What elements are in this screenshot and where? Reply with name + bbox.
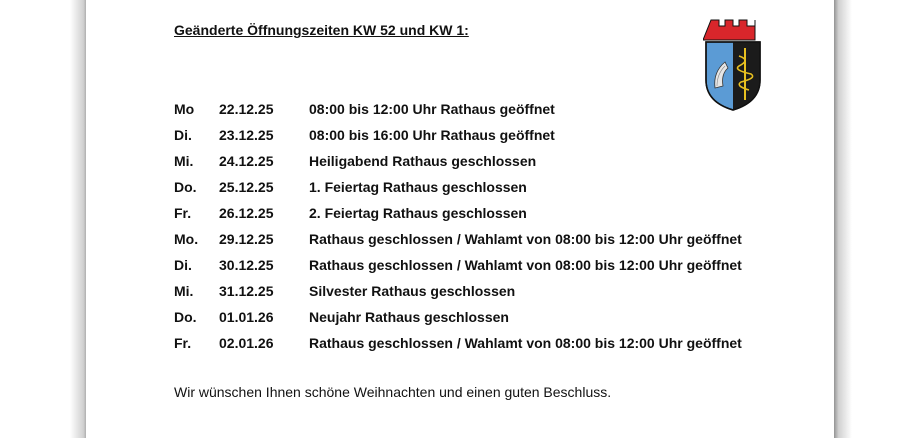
day-cell: Do. xyxy=(174,179,197,195)
page-shadow-right xyxy=(834,0,852,438)
page-title: Geänderte Öffnungszeiten KW 52 und KW 1: xyxy=(174,22,469,38)
table-row xyxy=(174,304,742,330)
day-cell: Mo xyxy=(174,101,195,117)
table-row xyxy=(174,226,742,252)
status-cell: Silvester Rathaus geschlossen xyxy=(309,283,516,299)
day-cell: Fr. xyxy=(174,205,192,221)
status-cell: Neujahr Rathaus geschlossen xyxy=(309,309,509,325)
table-row xyxy=(174,96,742,122)
date-cell: 30.12.25 xyxy=(219,257,274,273)
day-cell: Mi. xyxy=(174,153,194,169)
status-cell: 08:00 bis 16:00 Uhr Rathaus geöffnet xyxy=(309,127,555,143)
date-cell: 29.12.25 xyxy=(219,231,274,247)
status-cell: Rathaus geschlossen / Wahlamt von 08:00 bis 12:00 Uhr geöffnet xyxy=(309,231,742,247)
date-cell: 01.01.26 xyxy=(219,309,274,325)
status-cell: 1. Feiertag Rathaus geschlossen xyxy=(309,179,527,195)
date-cell: 23.12.25 xyxy=(219,127,274,143)
status-cell: 08:00 bis 12:00 Uhr Rathaus geöffnet xyxy=(309,101,555,117)
table-row xyxy=(174,252,742,278)
opening-hours-table xyxy=(174,96,742,356)
day-cell: Mi. xyxy=(174,283,194,299)
date-cell: 25.12.25 xyxy=(219,179,274,195)
date-cell: 24.12.25 xyxy=(219,153,274,169)
date-cell: 02.01.26 xyxy=(219,335,274,351)
status-cell: 2. Feiertag Rathaus geschlossen xyxy=(309,205,527,221)
day-cell: Do. xyxy=(174,309,197,325)
day-cell: Fr. xyxy=(174,335,192,351)
table-row xyxy=(174,278,742,304)
date-cell: 26.12.25 xyxy=(219,205,274,221)
day-cell: Mo. xyxy=(174,231,199,247)
day-cell: Di. xyxy=(174,127,192,143)
date-cell: 22.12.25 xyxy=(219,101,274,117)
table-row xyxy=(174,148,742,174)
document-page xyxy=(86,0,834,438)
status-cell: Rathaus geschlossen / Wahlamt von 08:00 bis 12:00 Uhr geöffnet xyxy=(309,335,742,351)
table-row xyxy=(174,174,742,200)
closing-greeting: Wir wünschen Ihnen schöne Weihnachten und einen guten Beschluss. xyxy=(174,384,612,400)
day-cell: Di. xyxy=(174,257,192,273)
status-cell: Heiligabend Rathaus geschlossen xyxy=(309,153,537,169)
table-row xyxy=(174,200,742,226)
table-row xyxy=(174,330,742,356)
date-cell: 31.12.25 xyxy=(219,283,274,299)
table-row xyxy=(174,122,742,148)
status-cell: Rathaus geschlossen / Wahlamt von 08:00 bis 12:00 Uhr geöffnet xyxy=(309,257,742,273)
